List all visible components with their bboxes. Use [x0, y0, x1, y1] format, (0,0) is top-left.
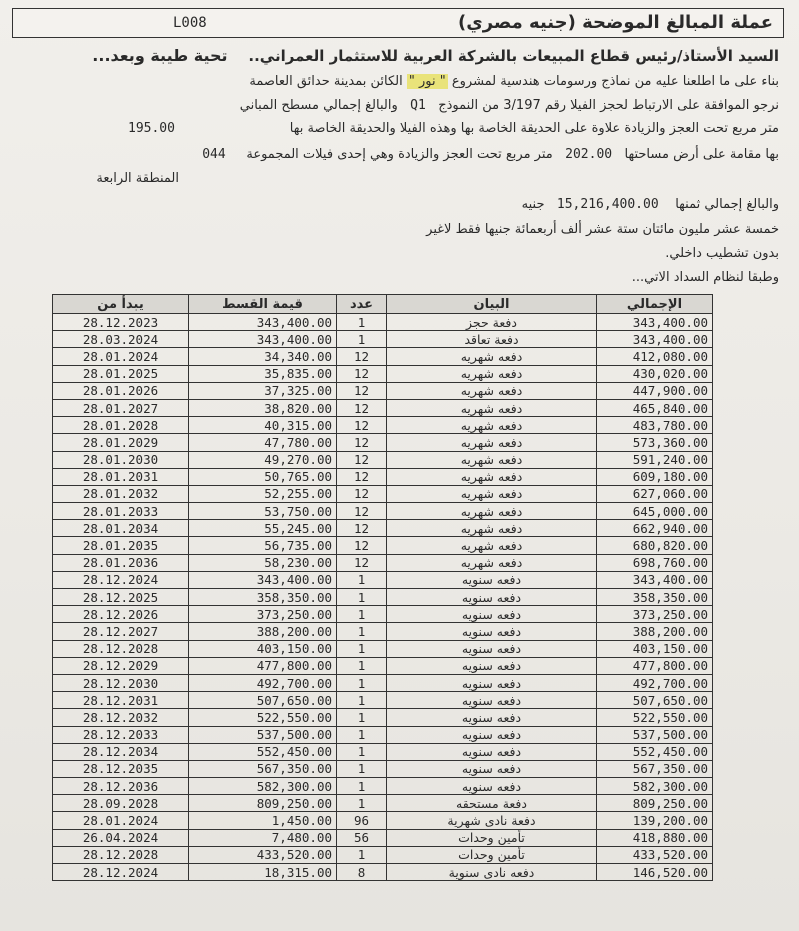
cell-count: 96 — [337, 812, 387, 829]
cell-total: 645,000.00 — [597, 503, 713, 520]
cell-total: 507,650.00 — [597, 692, 713, 709]
cell-start-date: 28.01.2024 — [53, 348, 189, 365]
table-row — [53, 864, 713, 881]
cell-total: 343,400.00 — [597, 571, 713, 588]
cell-total: 343,400.00 — [597, 314, 713, 331]
total-words-line — [426, 222, 779, 237]
letter-line-2 — [240, 98, 779, 113]
cell-count: 1 — [337, 606, 387, 623]
cell-installment: 537,500.00 — [189, 726, 337, 743]
cell-count: 12 — [337, 503, 387, 520]
table-row — [53, 434, 713, 451]
cell-installment: 809,250.00 — [189, 795, 337, 812]
table-header-row — [53, 295, 713, 314]
land-area-value: 202.00 — [565, 147, 613, 162]
cell-description: دفعه شهريه — [387, 468, 597, 485]
cell-description: دفعه شهريه — [387, 485, 597, 502]
cell-start-date: 28.01.2031 — [53, 468, 189, 485]
cell-installment: 388,200.00 — [189, 623, 337, 640]
payment-intro: وطبقا لنظام السداد الاتي... — [631, 270, 779, 285]
cell-installment: 358,350.00 — [189, 589, 337, 606]
cell-description: دفعه شهريه — [387, 537, 597, 554]
cell-start-date: 28.12.2034 — [53, 743, 189, 760]
cell-start-date: 28.12.2029 — [53, 657, 189, 674]
cell-total: 483,780.00 — [597, 417, 713, 434]
table-row — [53, 537, 713, 554]
cell-installment: 56,735.00 — [189, 537, 337, 554]
cell-start-date: 28.01.2024 — [53, 812, 189, 829]
cell-count: 1 — [337, 657, 387, 674]
cell-description: دفعه سنويه — [387, 623, 597, 640]
cell-installment: 552,450.00 — [189, 743, 337, 760]
cell-total: 537,500.00 — [597, 726, 713, 743]
finishing-line — [665, 246, 779, 261]
table-row — [53, 606, 713, 623]
cell-description: دفعه شهريه — [387, 520, 597, 537]
table-row — [53, 760, 713, 777]
cell-start-date: 28.01.2032 — [53, 485, 189, 502]
table-row — [53, 571, 713, 588]
header-start-date: يبدأ من — [53, 295, 189, 314]
table-row — [53, 674, 713, 691]
cell-description: دفعة تعاقد — [387, 331, 597, 348]
cell-description: دفعه شهريه — [387, 503, 597, 520]
built-area-value: 195.00 — [128, 121, 175, 136]
cell-start-date: 28.01.2028 — [53, 417, 189, 434]
cell-count: 1 — [337, 640, 387, 657]
cell-start-date: 28.12.2027 — [53, 623, 189, 640]
table-row — [53, 743, 713, 760]
cell-description: دفعه سنويه — [387, 743, 597, 760]
cell-count: 12 — [337, 417, 387, 434]
cell-start-date: 28.12.2024 — [53, 571, 189, 588]
cell-total: 591,240.00 — [597, 451, 713, 468]
cell-start-date: 28.01.2029 — [53, 434, 189, 451]
total-value: 15,216,400.00 — [556, 197, 659, 212]
cell-count: 12 — [337, 365, 387, 382]
cell-total: 809,250.00 — [597, 795, 713, 812]
cell-count: 1 — [337, 760, 387, 777]
total-label: والبالغ إجمالي ثمنها — [675, 197, 779, 212]
model-code: Q1 — [410, 98, 426, 113]
cell-installment: 567,350.00 — [189, 760, 337, 777]
cell-count: 1 — [337, 778, 387, 795]
table-row — [53, 726, 713, 743]
letter-line-5 — [96, 171, 179, 186]
cell-start-date: 28.01.2033 — [53, 503, 189, 520]
letter-line-4 — [202, 147, 779, 162]
cell-description: دفعة حجز — [387, 314, 597, 331]
cell-installment: 507,650.00 — [189, 692, 337, 709]
cell-description: دفعه شهريه — [387, 365, 597, 382]
cell-description: دفعه سنويه — [387, 778, 597, 795]
cell-description: دفعه شهريه — [387, 451, 597, 468]
cell-start-date: 28.12.2030 — [53, 674, 189, 691]
cell-total: 567,350.00 — [597, 760, 713, 777]
table-row — [53, 812, 713, 829]
cell-start-date: 28.01.2034 — [53, 520, 189, 537]
table-row — [53, 623, 713, 640]
cell-installment: 55,245.00 — [189, 520, 337, 537]
cell-start-date: 28.01.2025 — [53, 365, 189, 382]
cell-total: 627,060.00 — [597, 485, 713, 502]
cell-start-date: 28.12.2031 — [53, 692, 189, 709]
cell-start-date: 26.04.2024 — [53, 829, 189, 846]
cell-count: 1 — [337, 692, 387, 709]
cell-count: 56 — [337, 829, 387, 846]
table-row — [53, 468, 713, 485]
line4-pre: بها مقامة على أرض مساحتها — [624, 147, 779, 162]
cell-description: دفعة نادى شهرية — [387, 812, 597, 829]
cell-installment: 343,400.00 — [189, 314, 337, 331]
cell-description: دفعه سنويه — [387, 709, 597, 726]
cell-description: دفعه شهريه — [387, 348, 597, 365]
cell-total: 582,300.00 — [597, 778, 713, 795]
cell-installment: 34,340.00 — [189, 348, 337, 365]
cell-start-date: 28.01.2027 — [53, 399, 189, 416]
cell-start-date: 28.12.2035 — [53, 760, 189, 777]
cell-total: 430,020.00 — [597, 365, 713, 382]
cell-total: 373,250.00 — [597, 606, 713, 623]
cell-total: 573,360.00 — [597, 434, 713, 451]
cell-total: 662,940.00 — [597, 520, 713, 537]
line2-post: والبالغ إجمالي مسطح المباني — [239, 98, 398, 113]
table-row — [53, 829, 713, 846]
cell-installment: 522,550.00 — [189, 709, 337, 726]
cell-total: 522,550.00 — [597, 709, 713, 726]
cell-description: دفعه شهريه — [387, 399, 597, 416]
cell-start-date: 28.12.2036 — [53, 778, 189, 795]
cell-count: 12 — [337, 520, 387, 537]
cell-installment: 343,400.00 — [189, 571, 337, 588]
cell-count: 1 — [337, 589, 387, 606]
cell-total: 139,200.00 — [597, 812, 713, 829]
cell-count: 1 — [337, 709, 387, 726]
cell-description: تأمين وحدات — [387, 829, 597, 846]
cell-count: 12 — [337, 434, 387, 451]
cell-installment: 38,820.00 — [189, 399, 337, 416]
cell-installment: 582,300.00 — [189, 778, 337, 795]
table-body — [53, 314, 713, 881]
cell-installment: 7,480.00 — [189, 829, 337, 846]
cell-description: دفعه شهريه — [387, 382, 597, 399]
cell-total: 680,820.00 — [597, 537, 713, 554]
zone-name: المنطقة الرابعة — [96, 171, 179, 186]
cell-count: 1 — [337, 674, 387, 691]
cell-description: دفعه سنويه — [387, 692, 597, 709]
cell-start-date: 28.12.2026 — [53, 606, 189, 623]
cell-installment: 343,400.00 — [189, 331, 337, 348]
cell-description: دفعه سنويه — [387, 760, 597, 777]
cell-installment: 50,765.00 — [189, 468, 337, 485]
cell-count: 1 — [337, 623, 387, 640]
finishing-note: بدون تشطيب داخلي. — [665, 246, 779, 261]
table-row — [53, 417, 713, 434]
cell-total: 403,150.00 — [597, 640, 713, 657]
cell-installment: 58,230.00 — [189, 554, 337, 571]
header-total: الإجمالي — [597, 295, 713, 314]
table-row — [53, 795, 713, 812]
cell-description: دفعه شهريه — [387, 554, 597, 571]
cell-count: 1 — [337, 743, 387, 760]
table-row — [53, 451, 713, 468]
letter-line-3-text — [290, 121, 779, 136]
cell-total: 465,840.00 — [597, 399, 713, 416]
table-row — [53, 382, 713, 399]
cell-installment: 49,270.00 — [189, 451, 337, 468]
currency-title-box — [12, 8, 784, 38]
greeting: تحية طيبة وبعد... — [92, 46, 228, 65]
cell-total: 492,700.00 — [597, 674, 713, 691]
table-row — [53, 503, 713, 520]
cell-description: دفعه سنويه — [387, 657, 597, 674]
cell-installment: 35,835.00 — [189, 365, 337, 382]
cell-count: 12 — [337, 348, 387, 365]
table-row — [53, 778, 713, 795]
cell-start-date: 28.01.2030 — [53, 451, 189, 468]
cell-count: 12 — [337, 451, 387, 468]
cell-count: 1 — [337, 314, 387, 331]
cell-installment: 477,800.00 — [189, 657, 337, 674]
cell-description: دفعه سنويه — [387, 589, 597, 606]
salutation-line — [92, 46, 779, 65]
cell-description: دفعه سنويه — [387, 606, 597, 623]
total-words: خمسة عشر مليون مائتان ستة عشر ألف أربعمائة جنيها فقط لاغير — [426, 222, 779, 237]
cell-total: 146,520.00 — [597, 864, 713, 881]
letter-line-1 — [249, 74, 779, 89]
table-row — [53, 640, 713, 657]
cell-start-date: 28.12.2028 — [53, 846, 189, 863]
cell-start-date: 28.12.2024 — [53, 864, 189, 881]
cell-start-date: 28.12.2023 — [53, 314, 189, 331]
cell-description: دفعه شهريه — [387, 417, 597, 434]
total-price-line — [522, 197, 779, 212]
table-row — [53, 554, 713, 571]
cell-count: 1 — [337, 795, 387, 812]
reference-code: L008 — [173, 15, 207, 31]
cell-total: 418,880.00 — [597, 829, 713, 846]
cell-count: 1 — [337, 846, 387, 863]
cell-count: 1 — [337, 726, 387, 743]
cell-installment: 373,250.00 — [189, 606, 337, 623]
table-row — [53, 657, 713, 674]
cell-count: 12 — [337, 399, 387, 416]
table-row — [53, 846, 713, 863]
table-row — [53, 331, 713, 348]
cell-total: 447,900.00 — [597, 382, 713, 399]
letter-line-3 — [128, 121, 175, 136]
cell-total: 358,350.00 — [597, 589, 713, 606]
cell-description: دفعه سنويه — [387, 640, 597, 657]
cell-installment: 433,520.00 — [189, 846, 337, 863]
header-installment: قيمة القسط — [189, 295, 337, 314]
cell-installment: 40,315.00 — [189, 417, 337, 434]
header-description: البيان — [387, 295, 597, 314]
cell-total: 412,080.00 — [597, 348, 713, 365]
cell-count: 12 — [337, 537, 387, 554]
cell-count: 8 — [337, 864, 387, 881]
cell-description: دفعه شهريه — [387, 434, 597, 451]
cell-total: 552,450.00 — [597, 743, 713, 760]
payment-schedule-table — [52, 294, 713, 881]
cell-total: 477,800.00 — [597, 657, 713, 674]
table-row — [53, 589, 713, 606]
cell-start-date: 28.01.2026 — [53, 382, 189, 399]
cell-installment: 18,315.00 — [189, 864, 337, 881]
cell-description: دفعه نادى سنوية — [387, 864, 597, 881]
cell-count: 1 — [337, 571, 387, 588]
group-number: 044 — [202, 147, 226, 162]
cell-total: 433,520.00 — [597, 846, 713, 863]
cell-start-date: 28.12.2028 — [53, 640, 189, 657]
cell-count: 12 — [337, 485, 387, 502]
salutation: السيد الأستاذ/رئيس قطاع المبيعات بالشركة العربية للاستثمار العمراني.. — [248, 47, 779, 65]
cell-installment: 47,780.00 — [189, 434, 337, 451]
cell-installment: 37,325.00 — [189, 382, 337, 399]
cell-description: دفعه سنويه — [387, 726, 597, 743]
line2-pre: نرجو الموافقة على الارتباط لحجز الفيلا رقم 3/197 من النموذج — [438, 98, 779, 113]
line1-pre: بناء على ما اطلعنا عليه من نماذج ورسومات هندسية لمشروع — [451, 74, 779, 89]
cell-installment: 53,750.00 — [189, 503, 337, 520]
cell-description: دفعه سنويه — [387, 571, 597, 588]
cell-total: 343,400.00 — [597, 331, 713, 348]
line1-post: الكائن بمدينة حدائق العاصمة — [249, 74, 403, 89]
header-count: عدد — [337, 295, 387, 314]
total-unit: جنيه — [521, 197, 545, 212]
cell-start-date: 28.12.2033 — [53, 726, 189, 743]
cell-installment: 403,150.00 — [189, 640, 337, 657]
cell-total: 698,760.00 — [597, 554, 713, 571]
table-row — [53, 692, 713, 709]
cell-installment: 492,700.00 — [189, 674, 337, 691]
cell-start-date: 28.01.2036 — [53, 554, 189, 571]
cell-start-date: 28.03.2024 — [53, 331, 189, 348]
cell-count: 12 — [337, 554, 387, 571]
cell-count: 12 — [337, 468, 387, 485]
table-row — [53, 348, 713, 365]
table-row — [53, 520, 713, 537]
currency-title: عملة المبالغ الموضحة (جنيه مصري) — [457, 12, 773, 33]
cell-description: دفعة مستحقه — [387, 795, 597, 812]
cell-description: دفعه سنويه — [387, 674, 597, 691]
table-row — [53, 314, 713, 331]
cell-start-date: 28.01.2035 — [53, 537, 189, 554]
table-row — [53, 399, 713, 416]
line4-post: متر مربع تحت العجز والزيادة وهي إحدى فيلات المجموعة — [246, 147, 553, 162]
cell-installment: 52,255.00 — [189, 485, 337, 502]
cell-description: تأمين وحدات — [387, 846, 597, 863]
cell-start-date: 28.12.2032 — [53, 709, 189, 726]
cell-start-date: 28.12.2025 — [53, 589, 189, 606]
cell-count: 1 — [337, 331, 387, 348]
cell-count: 12 — [337, 382, 387, 399]
table-row — [53, 485, 713, 502]
payment-intro-line — [632, 270, 779, 285]
table-row — [53, 365, 713, 382]
table-row — [53, 709, 713, 726]
cell-start-date: 28.09.2028 — [53, 795, 189, 812]
cell-total: 609,180.00 — [597, 468, 713, 485]
cell-installment: 1,450.00 — [189, 812, 337, 829]
project-name: " نور " — [408, 74, 446, 89]
cell-total: 388,200.00 — [597, 623, 713, 640]
line3-text: متر مربع تحت العجز والزيادة علاوة على الحديقة الخاصة بها وهذه الفيلا والحديقة الخاصة بها — [289, 121, 779, 136]
